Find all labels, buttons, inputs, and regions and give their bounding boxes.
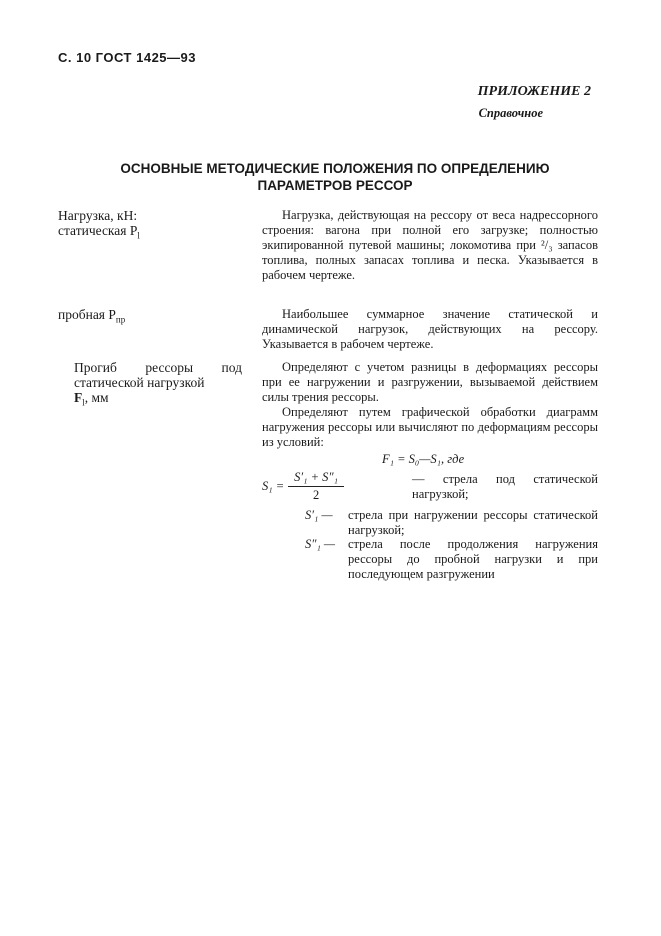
formula-s1-lhs: S₁ = — [262, 479, 285, 493]
formula-s1prime-symbol: S′₁ — — [305, 508, 333, 522]
formula-main: F₁ = S₀—S₁, где — [382, 452, 465, 466]
formula-s1-denominator: 2 — [312, 488, 320, 502]
desc-static-load: Нагрузка, действующая на рессору от веса надрессорного строения: вагона при полной его загрузке; полностью экипированной путевой машины; локомотива при ²/₃ запасов топлива, полных запасах топлива и песка. Указывается в рабочем чертеже. — [262, 208, 598, 282]
term-test-load: пробная $P_{пр}$ — [58, 307, 126, 325]
formula-s1 — [262, 470, 344, 503]
document-title — [60, 160, 610, 194]
document-title-line1: ОСНОВНЫЕ МЕТОДИЧЕСКИЕ ПОЛОЖЕНИЯ ПО ОПРЕДЕЛЕНИЮ — [120, 161, 550, 176]
desc-deflection-2: Определяют путем графической обработки диаграмм нагружения рессоры или вычисляют по деформациям рессоры из условий: — [262, 405, 598, 449]
formula-s1-fraction — [288, 470, 344, 503]
formula-s1dprime-symbol: S″₁ — — [305, 537, 336, 551]
formula-s1dprime-description: стрела после продолжения нагружения рессоры до пробной нагрузки и при последующем разгружении — [348, 537, 598, 581]
term-static-label: статическая $P_l$ — [58, 223, 140, 241]
appendix-subtitle: Справочное — [478, 106, 543, 120]
formula-s1-description: — стрела под статической нагрузкой; — [412, 472, 598, 501]
formula-s1-numerator: S′₁ + S″₁ — [288, 470, 344, 487]
desc-test-load: Наибольшее суммарное значение статической и динамической нагрузок, действующих на рессору. Указывается в рабочем чертеже. — [262, 307, 598, 351]
term-deflection: Прогиб рессоры под статической нагрузкой $F_l$, мм — [74, 360, 242, 408]
term-load-static — [58, 208, 238, 244]
formula-s1prime-description: стрела при нагружении рессоры статической нагрузкой; — [348, 508, 598, 537]
desc-deflection-1: Определяют с учетом разницы в деформациях рессоры при ее нагружении и разгружении, вызываемой действием силы трения рессоры. — [262, 360, 598, 404]
page-header: С. 10 ГОСТ 1425—93 — [58, 50, 196, 65]
appendix-title: ПРИЛОЖЕНИЕ 2 — [477, 84, 591, 99]
term-load-label: Нагрузка, кН: — [58, 208, 138, 223]
document-title-line2: ПАРАМЕТРОВ РЕССОР — [257, 178, 413, 193]
